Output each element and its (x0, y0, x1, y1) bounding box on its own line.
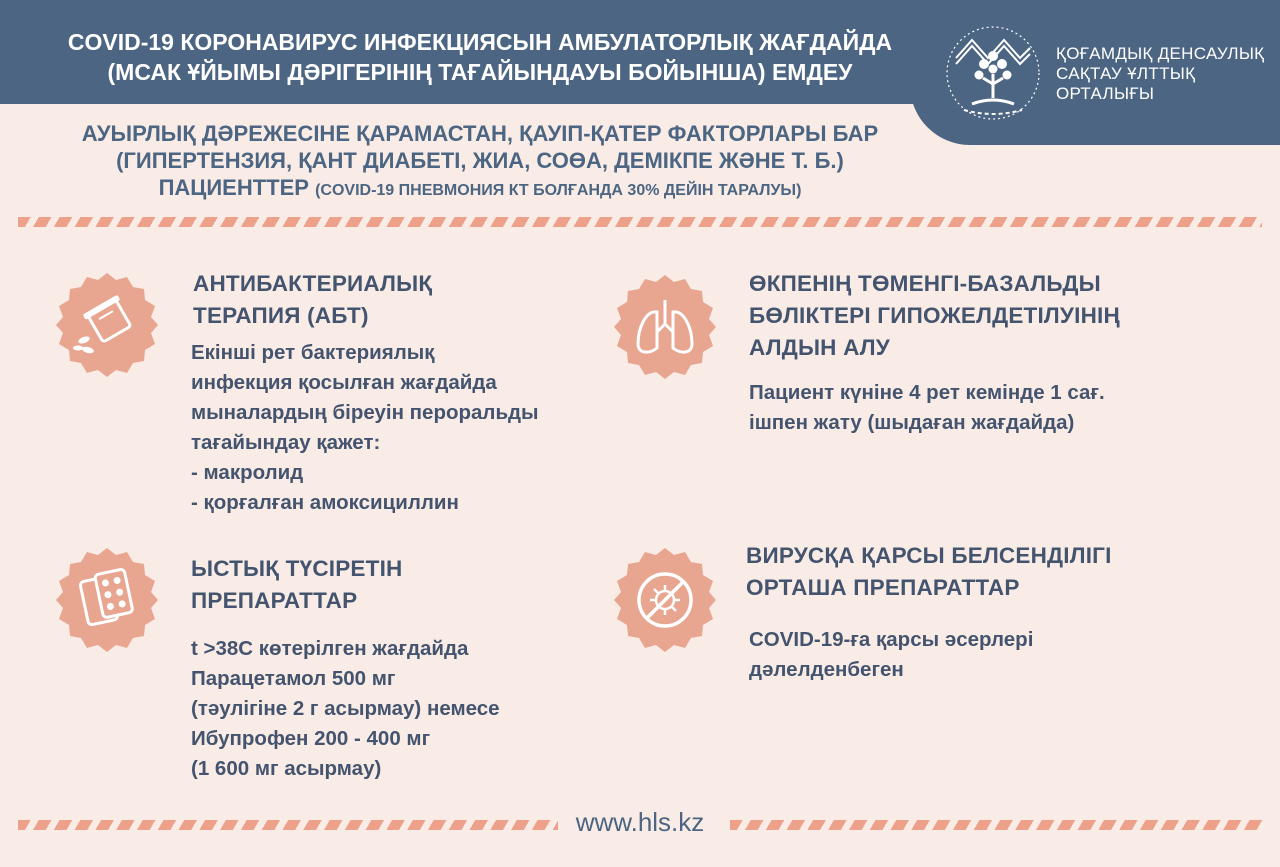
organization-name (1056, 44, 1264, 104)
antipyretic-title (191, 553, 403, 617)
antipyretic-text-line: t >38C көтерілген жағдайда (191, 637, 469, 660)
pill-bottle-icon (52, 270, 162, 380)
antiviral-title (746, 540, 1112, 604)
hypoventilation-text-line: ішпен жату (шыдаған жағдайда) (749, 411, 1075, 434)
antipyretic-title-line-1: ЫСТЫҚ ТҮСІРЕТІН (191, 556, 403, 581)
antiviral-title-line-2: ОРТАША ПРЕПАРАТТАР (746, 575, 1020, 600)
subtitle-main: ПАЦИЕНТТЕР (158, 175, 309, 200)
hls-tree-logo-icon (938, 18, 1048, 128)
website-link[interactable]: www.hls.kz (575, 807, 705, 837)
hypoventilation-title-line-3: АЛДЫН АЛУ (749, 335, 890, 360)
page-title (30, 27, 930, 87)
lungs-icon (610, 272, 720, 382)
antibacterial-text-line: инфекция қосылған жағдайда (191, 371, 497, 394)
hypoventilation-title-line-1: ӨКПЕНІҢ ТӨМЕНГІ-БАЗАЛЬДЫ (749, 271, 1101, 296)
antiviral-title-line-1: ВИРУСҚА ҚАРСЫ БЕЛСЕНДІЛІГІ (746, 543, 1112, 568)
org-name-line-3: ОРТАЛЫҒЫ (1056, 84, 1155, 103)
top-divider-stripe (18, 217, 1262, 227)
antibacterial-text-line: мыналардың біреуін пероральды (191, 401, 539, 424)
subtitle-line-2: (ГИПЕРТЕНЗИЯ, ҚАНТ ДИАБЕТІ, ЖИА, СОӨА, ДЕМІКПЕ ЖӘНЕ Т. Б.) (116, 148, 844, 173)
antibacterial-title-line-2: ТЕРАПИЯ (АБТ) (193, 303, 369, 328)
bottom-divider-stripe-right (730, 820, 1262, 830)
antipyretic-title-line-2: ПРЕПАРАТТАР (191, 588, 358, 613)
hypoventilation-title (749, 268, 1120, 364)
antibacterial-text-line: Екінші рет бактериялық (191, 341, 435, 364)
subtitle-note: (COVID-19 ПНЕВМОНИЯ КТ БОЛҒАНДА 30% ДЕЙІН ТАРАЛУЫ) (315, 182, 802, 199)
org-name-line-2: САҚТАУ ҰЛТТЫҚ (1056, 64, 1196, 83)
antipyretic-text-line: (1 600 мг асырмау) (191, 757, 382, 780)
title-line-2: (МСАК ҰЙЫМЫ ДӘРІГЕРІНІҢ ТАҒАЙЫНДАУЫ БОЙЫНША) ЕМДЕУ (107, 59, 853, 85)
subtitle-line-1: АУЫРЛЫҚ ДӘРЕЖЕСІНЕ ҚАРАМАСТАН, ҚАУІП-ҚАТЕР ФАКТОРЛАРЫ БАР (81, 121, 879, 146)
antibacterial-text-line: - макролид (191, 461, 304, 484)
antiviral-text-line: COVID-19-ға қарсы әсерлері (749, 628, 1034, 651)
antibacterial-text-line: тағайындау қажет: (191, 431, 381, 454)
title-line-1: COVID-19 КОРОНАВИРУС ИНФЕКЦИЯСЫН АМБУЛАТОРЛЫҚ ЖАҒДАЙДА (67, 29, 893, 55)
antibacterial-title-line-1: АНТИБАКТЕРИАЛЫҚ (193, 271, 433, 296)
antipyretic-text-line: (тәулігіне 2 г асырмау) немесе (191, 697, 500, 720)
no-virus-icon (610, 545, 720, 655)
bottom-divider-stripe-left (18, 820, 558, 830)
antipyretic-text-line: Парацетамол 500 мг (191, 667, 396, 690)
hypoventilation-title-line-2: БӨЛІКТЕРІ ГИПОЖЕЛДЕТІЛУІНІҢ (749, 303, 1120, 328)
subtitle-line-3 (30, 174, 930, 204)
antibacterial-text-line: - қорғалған амоксициллин (191, 491, 459, 514)
hypoventilation-text (749, 378, 1105, 438)
antiviral-text (749, 625, 1033, 685)
antiviral-text-line: дәлелденбеген (749, 658, 904, 681)
pill-blister-icon (52, 545, 162, 655)
antibacterial-text (191, 338, 539, 518)
antipyretic-text-line: Ибупрофен 200 - 400 мг (191, 727, 431, 750)
antipyretic-text (191, 634, 500, 784)
antibacterial-title (193, 268, 432, 332)
hypoventilation-text-line: Пациент күніне 4 рет кемінде 1 сағ. (749, 381, 1105, 404)
patient-group-heading (30, 120, 930, 204)
org-name-line-1: ҚОҒАМДЫҚ ДЕНСАУЛЫҚ (1056, 44, 1265, 63)
